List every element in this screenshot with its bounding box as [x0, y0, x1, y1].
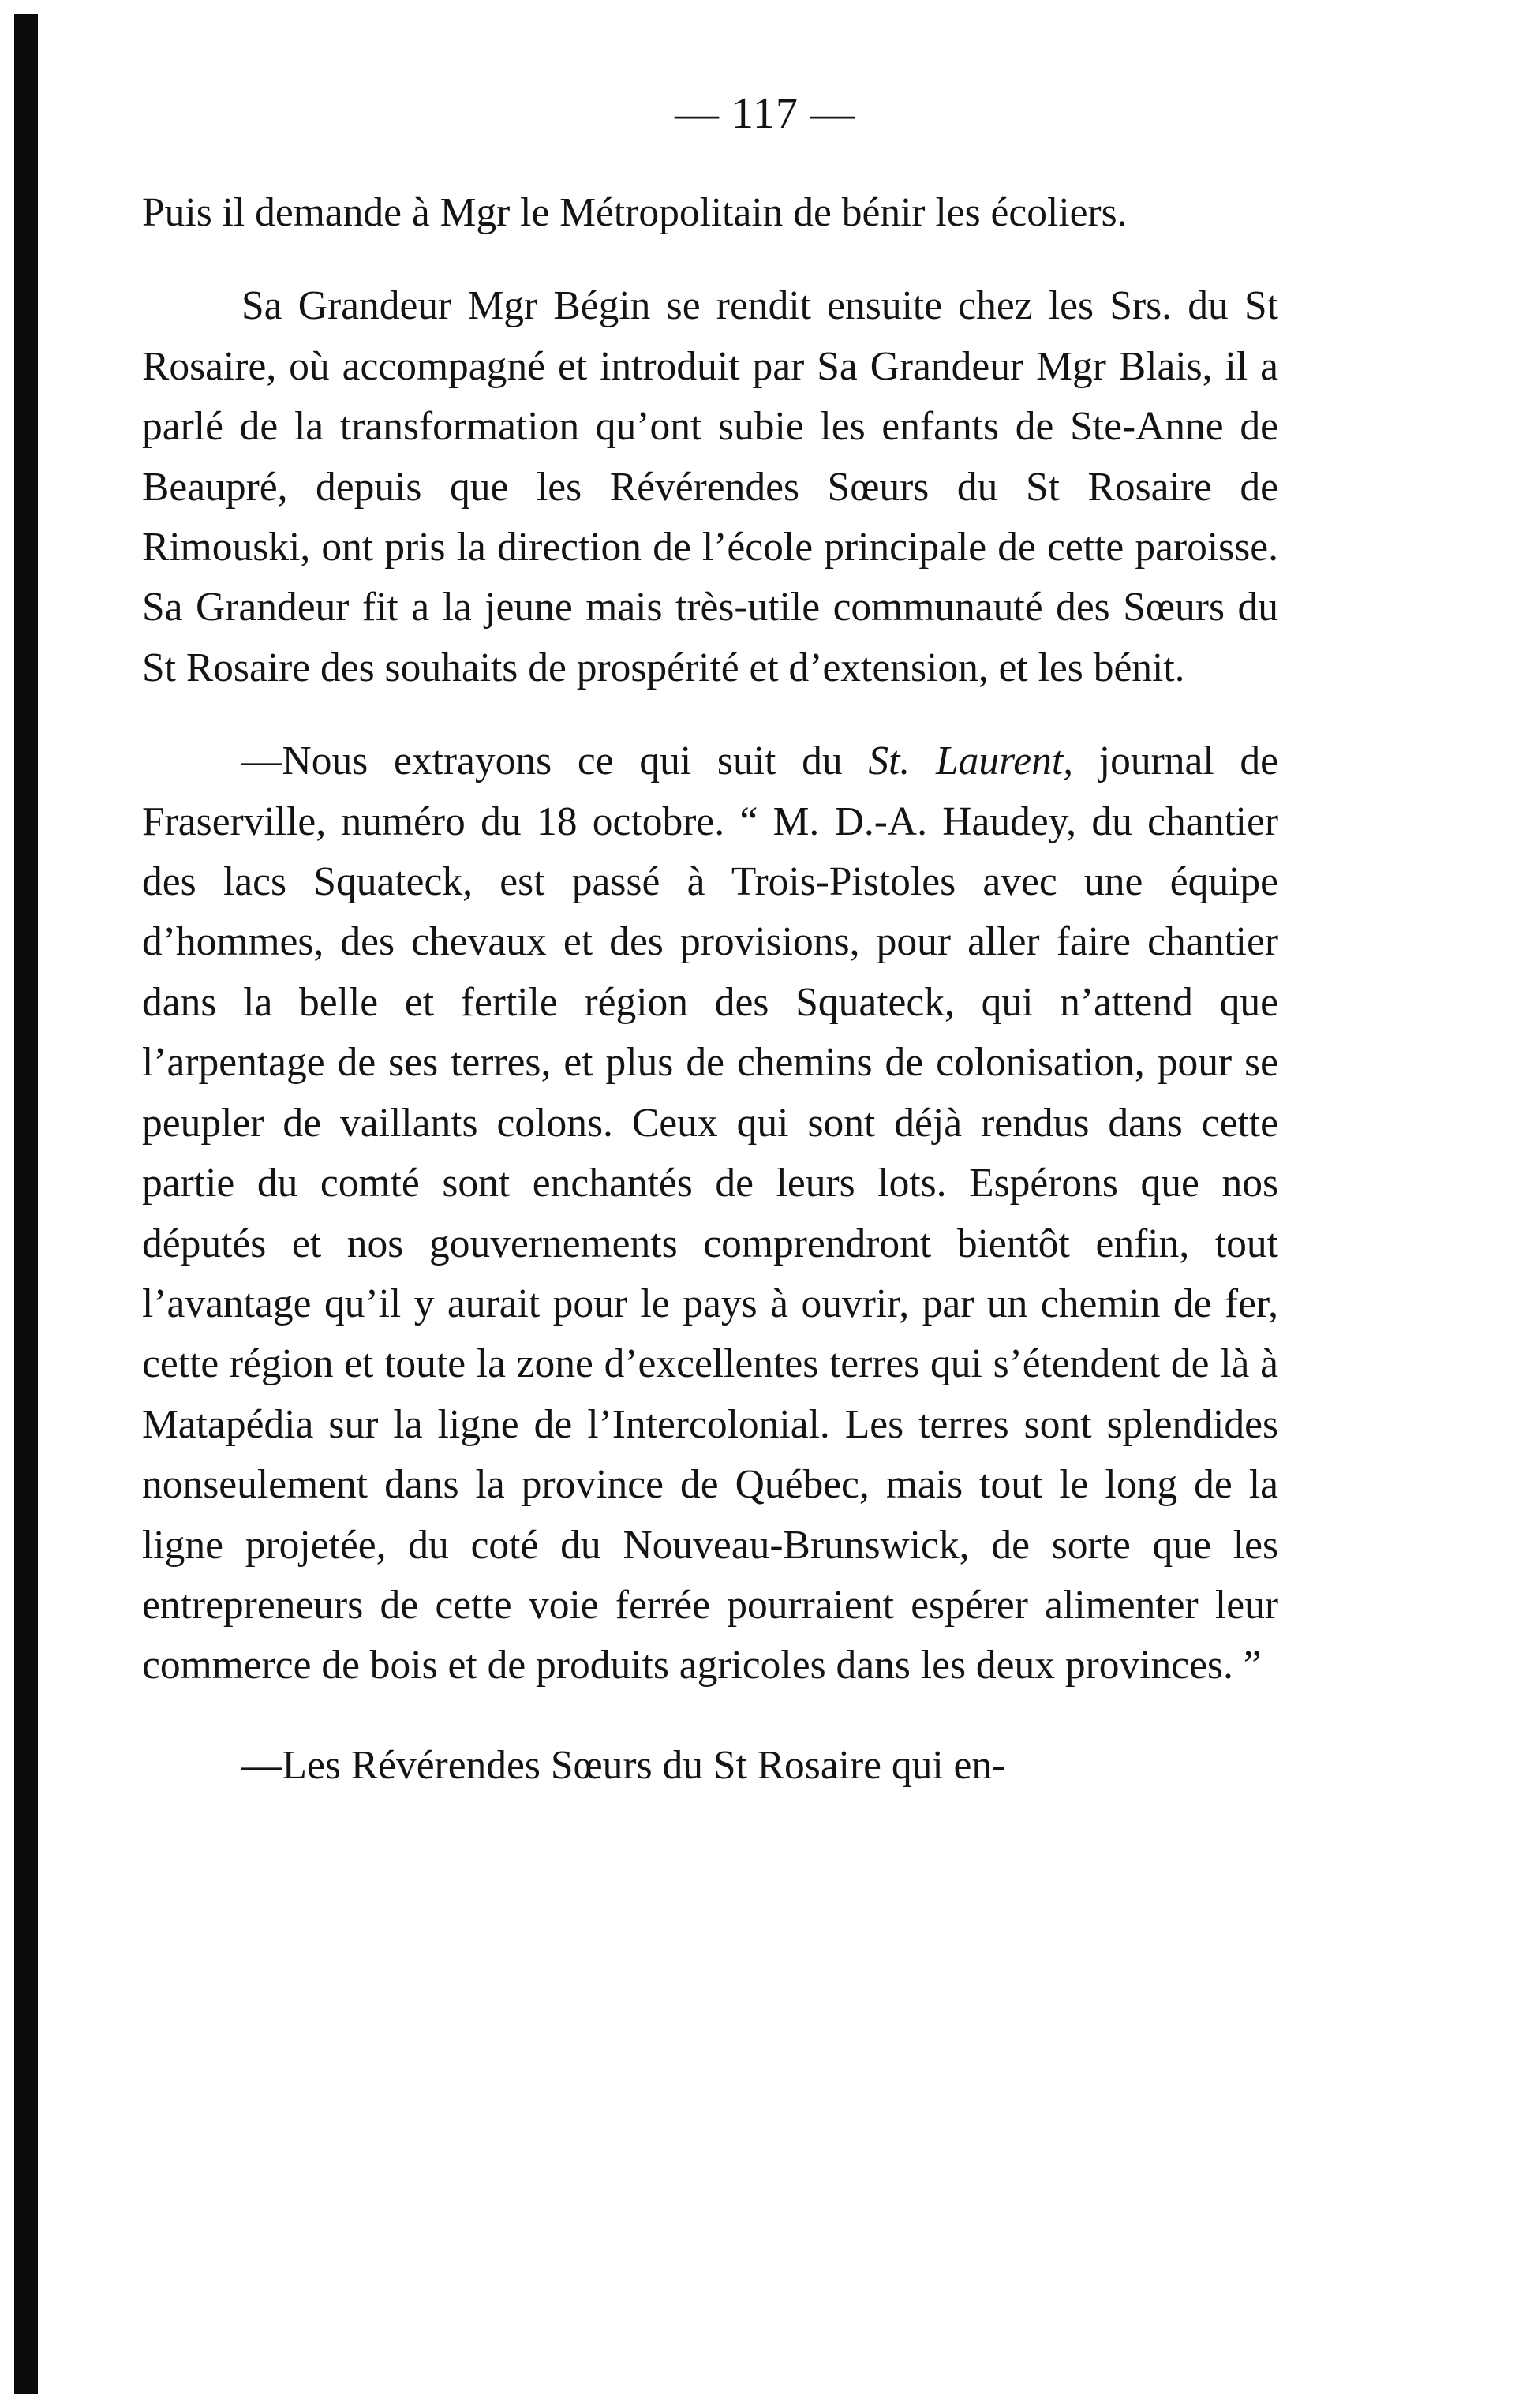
paragraph-3	[142, 731, 1278, 1696]
paragraph-3-body: journal de Fraserville, numéro du 18 octobre. “ M. D.-A. Haudey, du chantier des lacs Squateck, est passé à Trois-Pistoles avec une équipe d’hommes, des chevaux et des provisions, pour aller faire chantier dans la belle et fertile région des Squateck, qui n’attend que l’arpentage de ses terres, et plus de chemins de colonisation, pour se peupler de vaillants colons. Ceux qui sont déjà rendus dans cette partie du comté sont enchantés de leurs lots. Espérons que nos députés et nos gouvernements comprendront bientôt enfin, tout l’avantage qu’il y aurait pour le pays à ouvrir, par un chemin de fer, cette région et toute la zone d’excellentes terres qui s’étendent de là à Matapédia sur la ligne de l’Intercolonial. Les terres sont splendides nonseulement dans la province de Québec, mais tout le long de la ligne projetée, du coté du Nouveau-Brunswick, de sorte que les entrepreneurs de cette voie ferrée pourraient espérer alimenter leur commerce de bois et de produits agricoles dans les deux provinces. ”	[142, 738, 1279, 1688]
paragraph-1: Puis il demande à Mgr le Métropolitain de bénir les écoliers.	[142, 190, 1128, 235]
paragraph-2: Sa Grandeur Mgr Bégin se rendit ensuite chez les Srs. du St Rosaire, où accompagné et introduit par Sa Grandeur Mgr Blais, il a parlé de la transformation qu’ont subie les enfants de Ste-Anne de Beaupré, depuis que les Révérendes Sœurs du St Rosaire de Rimouski, ont pris la direction de l’école principale de cette paroisse. Sa Grandeur fit a la jeune mais très-utile communauté des Sœurs du St Rosaire des souhaits de prospérité et d’extension, et les bénit.	[142, 283, 1278, 690]
newspaper-title: St. Laurent,	[868, 738, 1074, 784]
body-text	[142, 183, 1278, 1796]
page-number: — 117 —	[675, 89, 855, 138]
paragraph-3-lead: —Nous extrayons ce qui suit du	[241, 738, 869, 784]
paragraph-4: —Les Révérendes Sœurs du St Rosaire qui en-	[241, 1742, 1006, 1788]
binding-edge	[14, 14, 38, 2394]
